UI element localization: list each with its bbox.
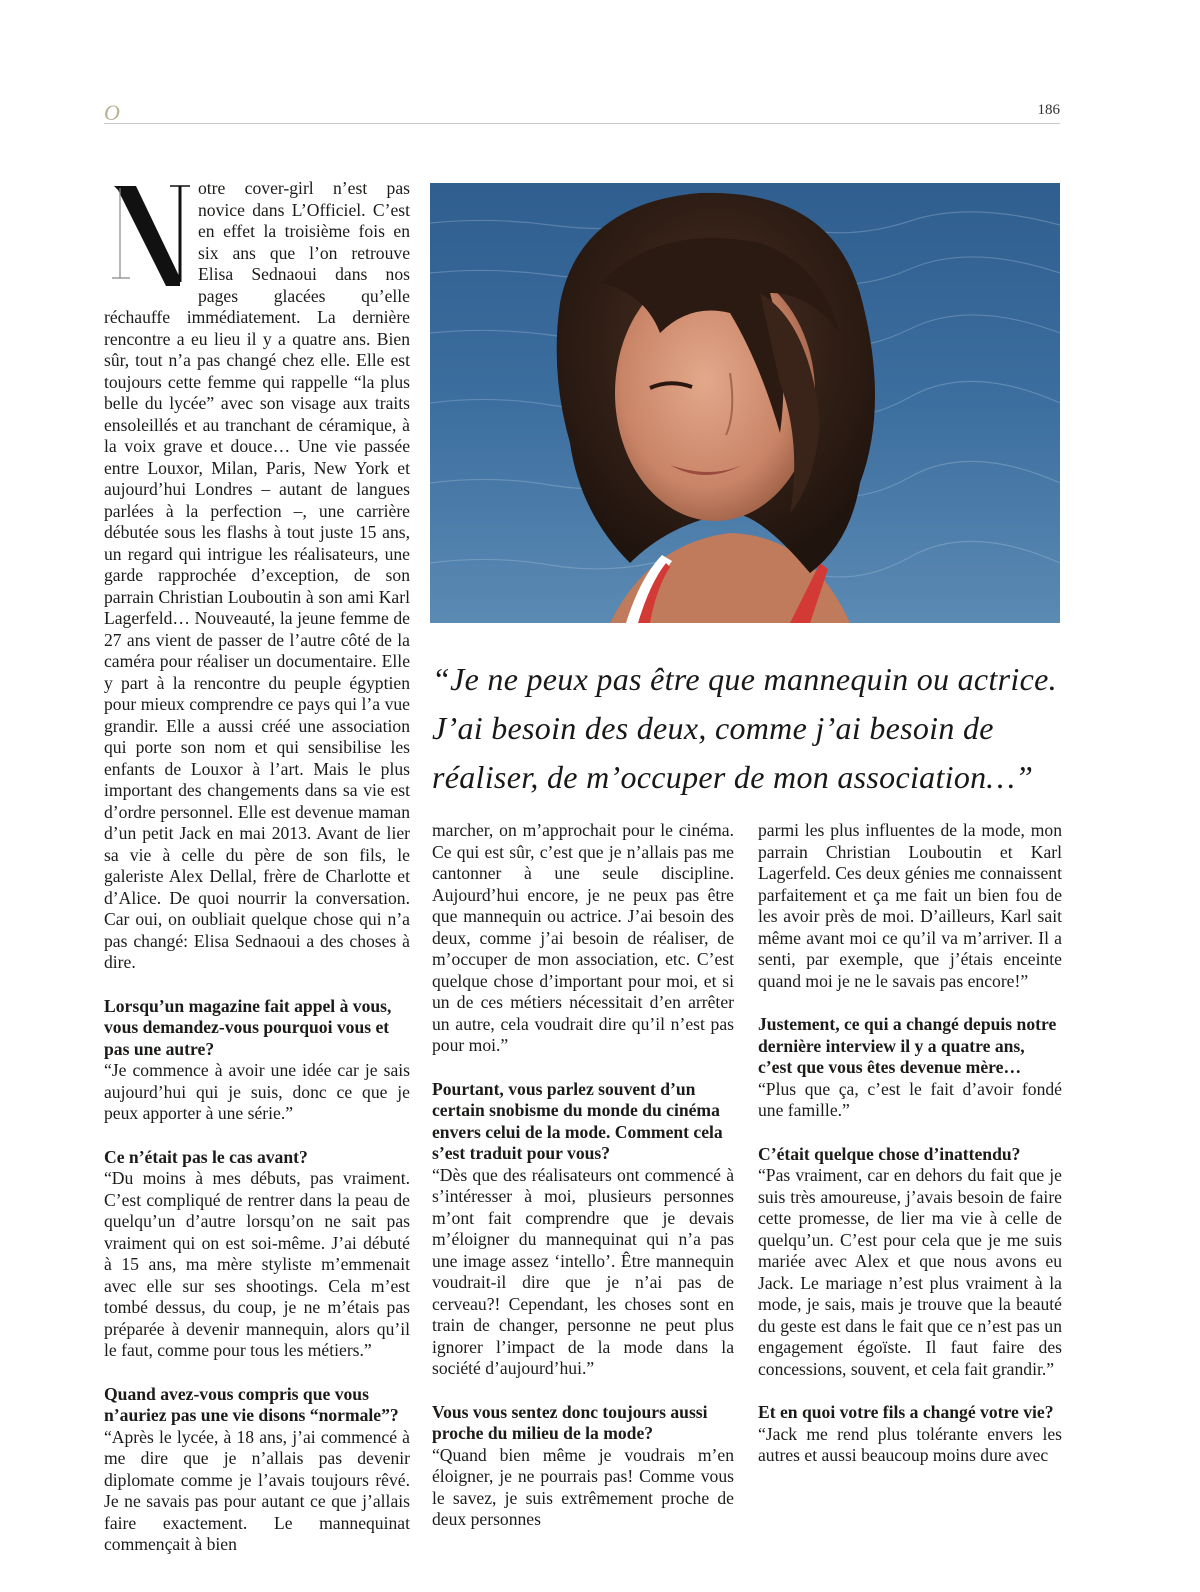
magazine-logo: O bbox=[104, 100, 121, 125]
portrait-photo bbox=[430, 183, 1060, 623]
answer-4: “Dès que des réalisateurs ont commencé à s’intéresser à moi, plusieurs personnes m’ont fait comprendre que je devais m’éloigner du mannequinat qui n’a pas une image assez ‘intello’. Être mannequin voudrait-il dire que je n’ai pas de cerveau?! Cependant, les choses sont en train de changer, personne ne peut plus ignorer l’impact de la mode dans la société d’aujourd’hui.” bbox=[432, 1164, 734, 1378]
question-2: Ce n’était pas le cas avant? bbox=[104, 1146, 308, 1167]
question-4: Pourtant, vous parlez souvent d’un certain snobisme du monde du cinéma envers celui de la mode. Comment cela s’est traduit pour vous? bbox=[432, 1078, 723, 1163]
question-1: Lorsqu’un magazine fait appel à vous, vous demandez-vous pourquoi vous et pas une autre? bbox=[104, 995, 392, 1059]
answer-2: “Du moins à mes débuts, pas vraiment. C’est compliqué de rentrer dans la peau de quelqu’un d’autre lorsqu’on ne sait pas vraiment qui on est soi-même. J’ai débuté à 15 ans, ma mère styliste m’emmenait avec elle sur ses shootings. Cela m’est tombé dessus, du coup, je ne m’étais pas préparée à devenir mannequin, alors qu’il le faut, comme pour tous les métiers.” bbox=[104, 1168, 410, 1360]
answer-5-continued: parmi les plus influentes de la mode, mon parrain Christian Louboutin et Karl Lagerfeld. Ces deux génies me connaissent parfaitement et ça me fait un bien fou de les avoir près de moi. D’ailleurs, Karl sait même avant moi ce qu’il va m’arriver. Il a senti, par exemple, que j’étais enceinte quand moi je ne le savais pas encore!” bbox=[758, 820, 1062, 991]
question-6: Justement, ce qui a changé depuis notre dernière interview il y a quatre ans, c’est que vous êtes devenue mère… bbox=[758, 1014, 1057, 1077]
answer-7: “Pas vraiment, car en dehors du fait que je suis très amoureuse, j’avais besoin de faire cette promesse, de lier ma vie à celle de quelqu’un. C’est pour cela que je me suis mariée avec Alex et que nous avons eu Jack. Le mariage n’est plus vraiment à la mode, je sais, mais je trouve que la beauté du geste est dans le fait que ce n’est pas un engagement égoïste. Il faut faire des concessions, souvent, et cela fait grandir.” bbox=[758, 1165, 1062, 1379]
article-column-2 bbox=[432, 820, 734, 1531]
answer-1: “Je commence à avoir une idée car je sais aujourd’hui qui je suis, donc ce que je peux apporter à une série.” bbox=[104, 1060, 410, 1123]
answer-3: “Après le lycée, à 18 ans, j’ai commencé à me dire que je n’allais pas devenir diplomate comme je l’avais toujours rêvé. Je ne savais pas pour autant ce que j’allais faire exactement. Le mannequinat commençait à bien bbox=[104, 1426, 410, 1554]
answer-3-continued: marcher, on m’approchait pour le cinéma. Ce qui est sûr, c’est que je n’allais pas me cantonner à une seule discipline. Aujourd’hui encore, je ne peux pas être que mannequin ou actrice. J’ai besoin des deux, comme j’ai besoin de réaliser, de m’occuper de mon association, etc. C’est quelque chose d’important pour moi, et si un de ces métiers nécessitait d’en arrêter un autre, cela voudrait dire qu’il n’est pas pour moi.” bbox=[432, 820, 734, 1055]
photo-svg bbox=[430, 183, 1060, 623]
pull-quote: “Je ne peux pas être que mannequin ou actrice. J’ai besoin des deux, comme j’ai besoin de réaliser, de m’occuper de mon association…” bbox=[432, 661, 1057, 795]
intro-paragraph bbox=[104, 178, 410, 974]
question-8: Et en quoi votre fils a changé votre vie? bbox=[758, 1402, 1054, 1422]
dropcap-letter bbox=[104, 182, 190, 288]
question-5: Vous vous sentez donc toujours aussi proche du milieu de la mode? bbox=[432, 1401, 708, 1443]
page-number: 186 bbox=[1037, 102, 1060, 118]
question-3: Quand avez-vous compris que vous n’auriez pas une vie disons “normale”? bbox=[104, 1383, 399, 1425]
dropcap-glyph bbox=[104, 182, 190, 288]
answer-5: “Quand bien même je voudrais m’en éloigner, je ne pourrais pas! Comme vous le savez, je suis extrêmement proche de deux personnes bbox=[432, 1444, 734, 1529]
intro-text: otre cover-girl n’est pas novice dans L’Officiel. C’est en effet la troisième fois en six ans que l’on retrouve Elisa Sednaoui dans nos pages glacées qu’elle réchauffe immédiatement. La dernière rencontre a eu lieu il y a quatre ans. Bien sûr, tout n’a pas changé chez elle. Elle est toujours cette femme qui rappelle “la plus belle du lycée” avec son visage aux traits ensoleillés et au tranchant de céramique, à la voix grave et douce… Une vie passée entre Louxor, Milan, Paris, New York et aujourd’hui Londres – autant de langues parlées à la perfection –, une carrière débutée sous les flashs à tout juste 15 ans, un regard qui intrigue les réalisateurs, une garde rapprochée d’exception, de son parrain Christian Louboutin à son ami Karl Lagerfeld… Nouveauté, la jeune femme de 27 ans vient de passer de l’autre côté de la caméra pour réaliser un documentaire. Elle y part à la rencontre du peuple égyptien pour mieux comprendre ce pays qui l’a vue grandir. Elle a aussi créé une association qui porte son nom et qui sensibilise les enfants de Louxor à l’art. Mais le plus important des changements dans sa vie est d’ordre personnel. Elle est devenue maman d’un petit Jack en mai 2013. Avant de lier sa vie à celle du père de son fils, le galeriste Alex Dellal, frère de Charlotte et d’Alice. De quoi nourrir la conversation. Car oui, on oubliait quelque chose qui n’a pas changé: Elisa Sednaoui a des choses à dire. bbox=[104, 178, 410, 972]
answer-8: “Jack me rend plus tolérante envers les autres et aussi beaucoup moins dure avec bbox=[758, 1423, 1062, 1465]
answer-6: “Plus que ça, c’est le fait d’avoir fondé une famille.” bbox=[758, 1078, 1062, 1120]
dropcap-text: N bbox=[104, 182, 105, 183]
article-column-3 bbox=[758, 820, 1062, 1467]
article-column-1 bbox=[104, 178, 410, 1556]
header-divider bbox=[104, 123, 1060, 124]
question-7: C’était quelque chose d’inattendu? bbox=[758, 1143, 1021, 1164]
